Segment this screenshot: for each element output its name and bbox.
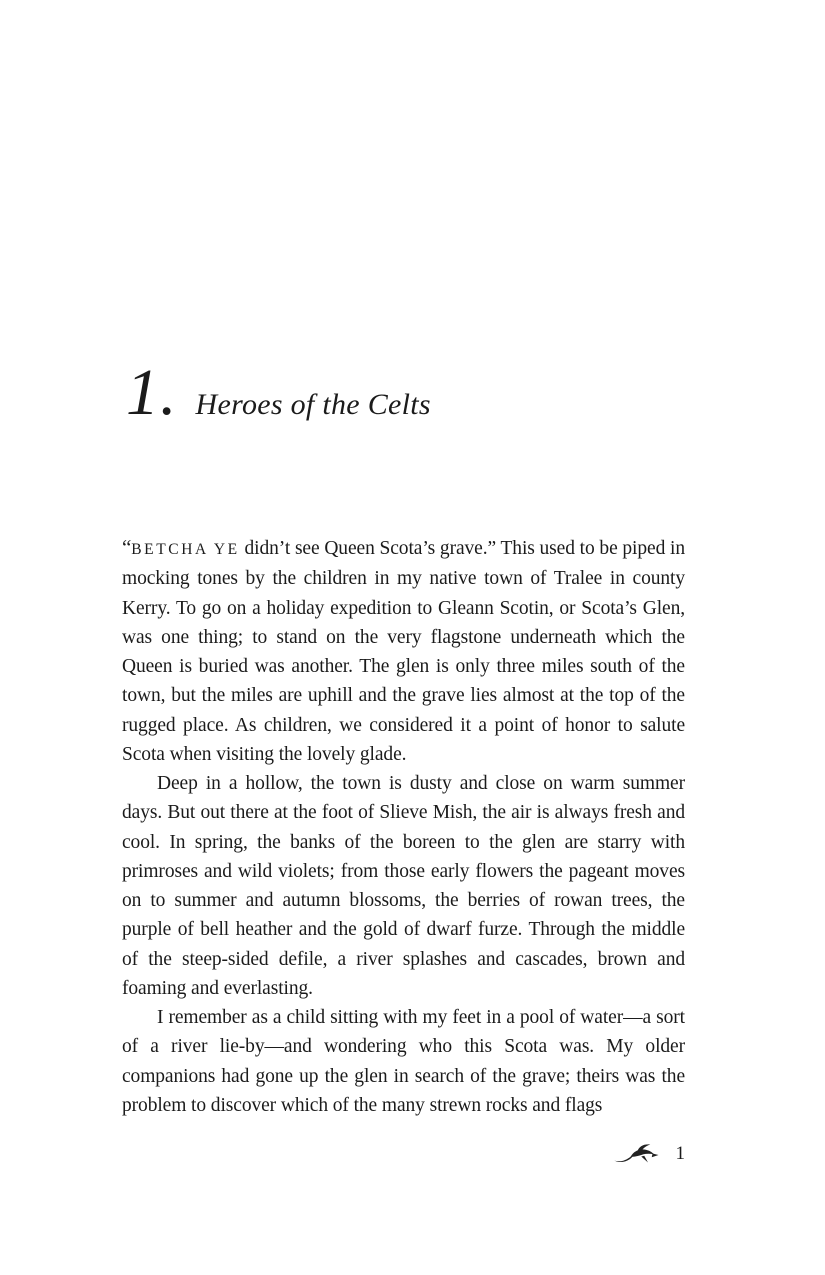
paragraph-text: I remember as a child sitting with my feet in a pool of water—a sort of a river lie-by—and wondering who this Scota was. My older companions had gone up the glen in search of the grave; theirs was the problem to discover which of the many strewn rocks and flags: [122, 1007, 685, 1116]
chapter-number: 1.: [126, 356, 178, 429]
paragraph-text: Deep in a hollow, the town is dusty and close on warm summer days. But out there at the foot of Slieve Mish, the air is always fresh and cool. In spring, the banks of the boreen to the glen are starry with primroses and wild violets; from those early flowers the pageant moves on to summer and autumn blossoms, the berries of rowan trees, the purple of bell heather and the gold of dwarf furze. Through the middle of the steep-sided defile, a river splashes and cascades, brown and foaming and everlasting.: [122, 773, 685, 999]
opening-quote: “: [122, 535, 132, 559]
lead-in-small-caps: BETCHA YE: [131, 541, 240, 558]
paragraph: [122, 769, 685, 1003]
paragraph-text: didn’t see Queen Scota’s grave.” This used to be piped in mocking tones by the children in my native town of Tralee in county Kerry. To go on a holiday expedition to Gleann Scotin, or Scota’s Glen, was one thing; to stand on the very flagstone underneath which the Queen is buried was another. The glen is only three miles south of the town, but the miles are uphill and the grave lies almost at the top of the rugged place. As children, we considered it a point of honor to salute Scota when visiting the lovely glade.: [122, 538, 685, 765]
chapter-heading: [126, 356, 431, 429]
chapter-title: Heroes of the Celts: [195, 388, 431, 421]
body-text: [122, 534, 685, 1120]
paragraph: [122, 534, 685, 769]
page-footer: [0, 1140, 685, 1166]
page-number: 1: [675, 1142, 685, 1164]
swallow-ornament-icon: [612, 1142, 660, 1165]
paragraph: [122, 1003, 685, 1120]
